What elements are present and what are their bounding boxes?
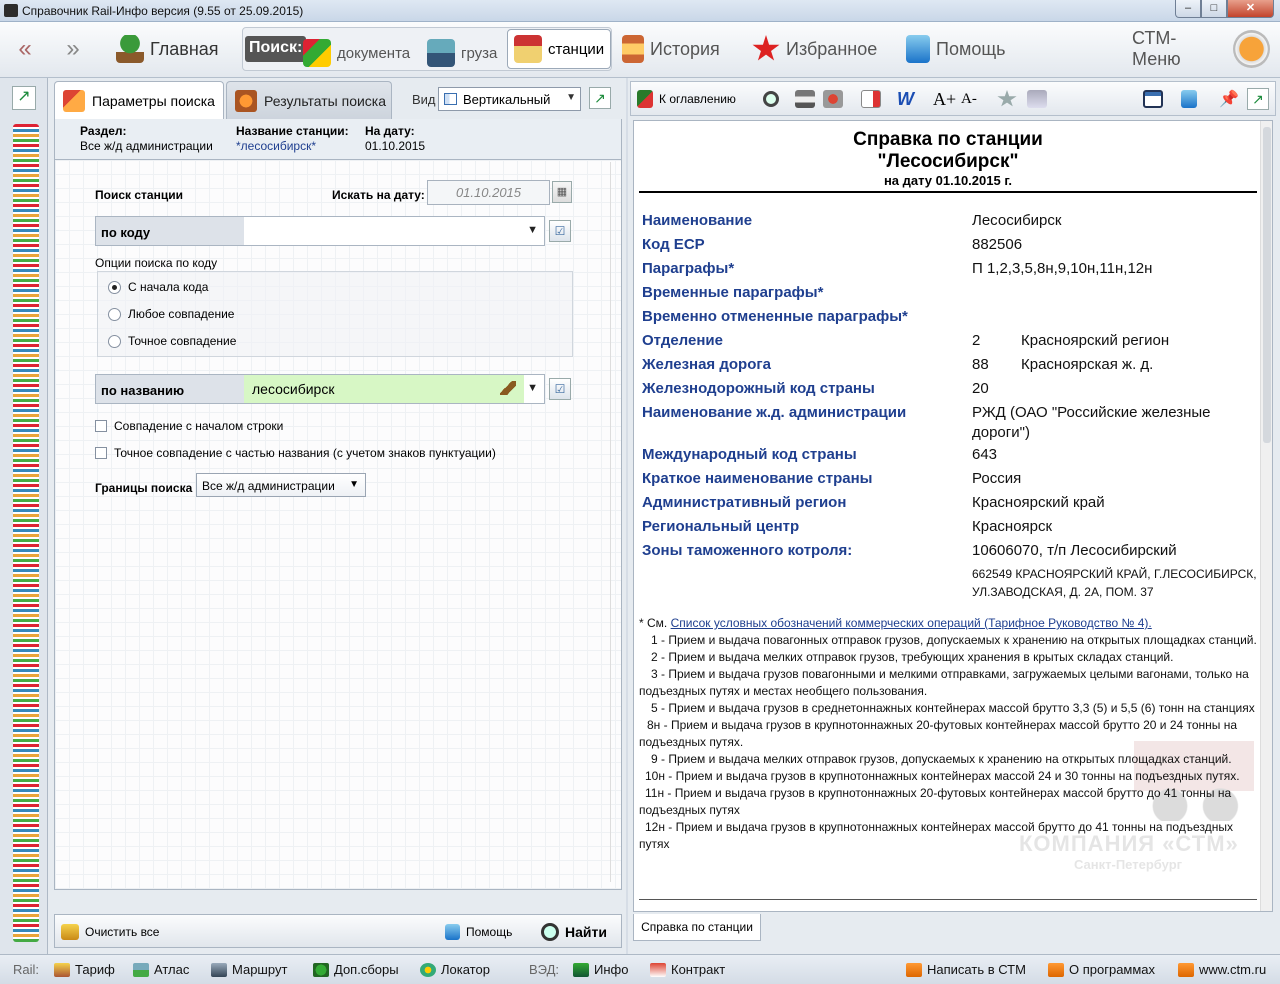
prop-name: Временные параграфы* [642,284,824,301]
history-button[interactable] [622,29,732,69]
help-book-icon [445,924,460,940]
window-icon [1143,90,1163,108]
app-icon [4,4,18,17]
note-item: 1 - Прием и выдача повагонных отправок грузов, допускаемых к хранению на открытых площадках станций. [651,633,1257,647]
eraser-icon [61,924,79,940]
globe-icon [420,963,436,977]
contract-link[interactable] [650,962,725,977]
search-actions-bar [54,914,622,948]
minimize-button[interactable]: – [1175,0,1201,18]
code-field [95,216,545,246]
radio-exact-match[interactable] [108,334,236,348]
books-stack-icon [13,124,39,942]
help-book-icon [1181,90,1197,108]
find-station-label: Поиск станции [95,188,183,202]
info-book-icon [573,963,589,977]
note-item: 9 - Прием и выдача мелких отправок грузов, допускаемых к хранению на открытых площадках станций. [651,752,1232,766]
radio-icon [108,281,121,294]
prop-value: 2 [972,332,981,349]
search-group [242,27,612,71]
home-label: Главная [150,38,219,59]
radio-label: С начала кода [128,280,209,294]
clear-all-label: Очистить все [85,925,160,939]
notes-intro [639,615,1259,632]
prop-value: РЖД (ОАО "Российские железные дороги") [972,404,1211,441]
scrollbar[interactable] [1260,121,1272,912]
date-input[interactable]: 01.10.2015 [427,180,550,205]
write-ctm-label: Написать в СТМ [927,962,1026,977]
about-link[interactable] [1048,962,1155,977]
hourglass-icon [622,35,644,63]
pin-icon[interactable]: 📌 [1219,91,1239,108]
find-button[interactable] [541,921,607,943]
tab-station-report[interactable]: Справка по станции [633,914,761,941]
info-label: Инфо [594,962,629,977]
customs-address: 662549 КРАСНОЯРСКИЙ КРАЙ, Г.ЛЕСОСИБИРСК, УЛ.ЗАВОДСКАЯ, Д. 2А, ПОМ. 37 [972,567,1257,599]
window-layout-button[interactable] [1143,88,1163,110]
section-label: Раздел: [80,124,127,138]
search-summary [54,119,622,159]
expand-icon[interactable]: ↗ [589,87,611,109]
name-field [95,374,545,404]
prop-value: Россия [972,470,1022,487]
search-cargo-label: груза [461,44,498,62]
search-label: Поиск: [245,36,306,62]
status-bar [0,954,1280,984]
magnifier-icon [541,923,559,941]
tree-icon [1027,90,1047,108]
palm-tree-icon [116,35,144,63]
search-bounds-select[interactable] [196,473,366,497]
ctm-menu-label: СТМ-Меню [1132,28,1181,69]
add-favorite-button[interactable] [997,88,1017,110]
left-strip [0,78,48,954]
ved-label: ВЭД: [529,962,559,977]
rail-label: Rail: [13,962,40,977]
prop-name: Региональный центр [642,518,800,535]
locator-label: Локатор [441,962,490,977]
locator-link[interactable] [420,962,490,977]
printer-icon [795,90,815,108]
settings-icon [823,90,843,108]
search-stations-label: станции [548,40,605,58]
eraser-icon[interactable] [500,381,516,395]
tree-button[interactable] [1027,88,1047,110]
website-label: www.ctm.ru [1199,962,1267,977]
help-label: Помощь [936,38,1006,59]
notes-prefix: * См. [639,616,671,630]
name-input[interactable]: лесосибирск [244,375,524,403]
view-value: Вертикальный [463,92,551,107]
main-toolbar [0,22,1280,78]
view-label: Вид [412,92,436,107]
radio-label: Точное совпадение [128,334,237,348]
forward-button[interactable]: » [66,35,80,62]
export-word-button[interactable]: W [897,88,914,109]
code-input[interactable] [244,217,524,245]
code-field-label: по коду [96,217,244,245]
radio-icon [108,335,121,348]
watermark-company: КОМПАНИЯ «СТМ» [1019,831,1239,856]
chevron-down-icon[interactable]: ▼ [527,382,538,394]
help-button[interactable] [906,29,1016,69]
treasure-icon [235,90,257,112]
code-options-group [97,271,573,357]
document-panel [628,78,1280,954]
note-item: 5 - Прием и выдача грузов в среднетоннажных контейнерах массой брутто 3,3 (5) и 5,5 (6) тонн на станциях [651,701,1255,715]
search-documents-button[interactable] [303,33,410,73]
search-stations-button[interactable] [507,29,611,69]
contract-label: Контракт [671,962,726,977]
notes-link[interactable]: Список условных обозначений коммерческих операций (Тарифное Руководство № 4). [670,616,1152,630]
search-bounds-label: Границы поиска [95,481,193,495]
fees-label: Доп.сборы [334,962,399,977]
toc-button[interactable] [637,88,736,110]
search-documents-label: документа [337,44,411,62]
section-value: Все ж/д администрации [80,139,213,153]
star-icon [997,90,1017,108]
prop-value: 88 [972,356,989,373]
scrollbar-thumb[interactable] [1263,127,1271,443]
code-options-label: Опции поиска по коду [95,256,218,270]
prop-name: Административный регион [642,494,847,511]
checkbox-icon [95,420,107,432]
write-ctm-link[interactable] [906,962,1026,977]
note-item: 10н - Прием и выдача грузов в крупнотоннажных контейнерах массой 24 и 30 тонны на подъездных путях. [645,769,1240,783]
favorites-label: Избранное [786,38,878,59]
note-item: 12н - Прием и выдача грузов в крупнотоннажных контейнерах массой брутто до 41 тонны на подъездных путях [639,820,1233,851]
prop-name: Отделение [642,332,723,349]
report-title-line2: "Лесосибирск" [877,151,1019,172]
find-date-label: Искать на дату: [332,188,425,202]
name-apply-button[interactable]: ☑ [549,378,571,400]
prop-value: Красноярск [972,518,1053,535]
books-icon [303,39,331,67]
prop-value: 643 [972,446,998,463]
info-link[interactable] [573,962,628,977]
radio-label: Любое совпадение [128,307,235,321]
station-name-info [236,124,349,154]
search-form [54,159,622,890]
prop-value: Красноярская ж. д. [1021,356,1154,373]
prop-value: 20 [972,380,989,397]
prop-name: Железнодорожный код страны [642,380,875,397]
prop-value: Красноярский регион [1021,332,1170,349]
checkbox-label: Точное совпадение с частью названия (с учетом знаков пунктуации) [114,446,496,460]
notes-block [639,615,1259,853]
fees-link[interactable] [313,962,399,977]
print-button[interactable] [795,88,815,110]
checkbox-partial-match[interactable] [95,446,496,460]
calculator-icon [54,963,70,977]
prop-value: Красноярский край [972,494,1105,511]
print-settings-button[interactable] [823,88,843,110]
find-in-doc-button[interactable] [763,88,779,110]
website-link[interactable] [1178,962,1266,977]
tab-label: Параметры поиска [92,92,215,109]
station-house-icon [514,35,542,63]
mail-icon [906,963,922,977]
name-field-label: по названию [96,375,244,403]
prop-name: Временно отмененные параграфы* [642,308,908,325]
note-item: 2 - Прием и выдача мелких отправок грузов, требующих хранения в крытых складах станций. [651,650,1174,664]
tab-label: Результаты поиска [264,92,387,109]
help-label: Помощь [466,925,513,939]
prop-name: Наименование ж.д. администрации [642,404,907,421]
fees-icon [313,963,329,977]
prop-value: 10606070, т/п Лесосибирский [972,542,1177,559]
prop-name: Железная дорога [642,356,771,373]
help-button[interactable] [1181,88,1197,110]
prop-value: Лесосибирск [972,212,1062,229]
prop-name: Зоны таможенного котроля: [642,542,853,559]
home-button[interactable] [116,29,228,69]
atlas-link[interactable] [133,962,189,977]
prop-name: Международный код страны [642,446,857,463]
title-bar [0,0,1280,22]
help-book-icon [906,35,930,63]
search-cargo-button[interactable] [427,33,497,73]
contract-icon [650,963,666,977]
note-item: 11н - Прием и выдача грузов в крупнотоннажных 20-футовых контейнерах массой брутто до 41 тонны на подъездных путях [639,786,1232,817]
checkbox-start-match[interactable] [95,419,283,433]
search-params-icon [63,90,85,112]
radio-icon [108,308,121,321]
calendar-icon[interactable]: ▦ [552,181,572,203]
history-label: История [650,38,720,59]
route-link[interactable] [211,962,287,977]
clear-all-button[interactable] [61,921,159,943]
expand-icon[interactable]: ↗ [12,86,36,110]
tab-search-results[interactable] [226,81,392,119]
prop-name: Код ЕСР [642,236,705,253]
station-name-value: *лесосибирск* [236,139,317,153]
cargo-icon [427,39,455,67]
code-apply-button[interactable]: ☑ [549,220,571,242]
chevron-down-icon: ▼ [349,479,359,490]
route-icon [211,963,227,977]
checkbox-icon [95,447,107,459]
document-toolbar [630,81,1276,116]
atlas-label: Атлас [154,962,190,977]
favorites-button[interactable] [752,29,884,69]
help-button[interactable] [445,921,512,943]
prop-name: Наименование [642,212,753,229]
report-title [634,129,1262,173]
web-icon [1178,963,1194,977]
font-increase-button[interactable]: A+ [933,88,957,109]
prop-value: П 1,2,3,5,8н,9,10н,11н,12н [972,260,1153,277]
date-label: На дату: [365,124,415,138]
tariff-link[interactable] [54,962,115,977]
checkbox-label: Совпадение с началом строки [114,419,284,433]
radio-code-start[interactable] [108,280,208,294]
back-button[interactable]: « [18,35,32,62]
tab-search-params[interactable] [54,81,224,119]
prop-name: Краткое наименование страны [642,470,873,487]
divider [639,191,1257,193]
map-icon [133,963,149,977]
chevron-down-icon[interactable]: ▼ [527,224,538,236]
notepad-icon [861,90,881,108]
scrollbar[interactable] [610,162,618,882]
star-icon [752,35,780,63]
chevron-down-icon: ▼ [566,92,576,103]
font-decrease-button[interactable]: A- [961,90,977,107]
date-value: 01.10.2015 [365,139,426,153]
find-label: Найти [565,924,607,940]
view-select[interactable] [438,87,581,111]
watermark-city: Санкт-Петербург [1074,857,1183,872]
about-icon [1048,963,1064,977]
report-title-line1: Справка по станции [853,129,1043,150]
note-item: 3 - Прием и выдача грузов повагонными и мелкими отправками, загружаемых целыми вагонами, только на подъездных путях и местах необщего пользования. [639,667,1249,698]
ctm-menu-button[interactable] [1132,29,1276,69]
layout-icon [444,93,457,105]
radio-any-match[interactable] [108,307,234,321]
close-button[interactable]: ✕ [1227,0,1274,18]
maximize-button[interactable]: □ [1201,0,1227,18]
date-info [365,124,425,154]
route-label: Маршрут [232,962,288,977]
magnifier-icon [763,91,779,107]
about-label: О программах [1069,962,1156,977]
station-report [633,120,1273,912]
window-title: Справочник Rail-Инфо версия (9.55 от 25.09.2015) [22,4,304,18]
divider [639,899,1257,900]
prop-value: 882506 [972,236,1023,253]
toc-icon [637,90,653,108]
note-item: 8н - Прием и выдача грузов в крупнотоннажных 20-футовых контейнерах массой брутто 20 и 24 тонны на подъездных путях. [639,718,1238,749]
prop-name: Параграфы* [642,260,735,277]
search-panel [48,78,626,954]
expand-icon[interactable]: ↗ [1247,88,1269,110]
search-bounds-value: Все ж/д администрации [202,479,335,493]
tariff-label: Тариф [75,962,115,977]
section-info [80,124,213,154]
toc-label: К оглавлению [659,92,736,106]
notes-button[interactable] [861,88,881,110]
report-subtitle: на дату 01.10.2015 г. [883,173,1013,188]
ctm-logo-icon [1233,30,1270,68]
station-name-label: Название станции: [236,124,349,138]
